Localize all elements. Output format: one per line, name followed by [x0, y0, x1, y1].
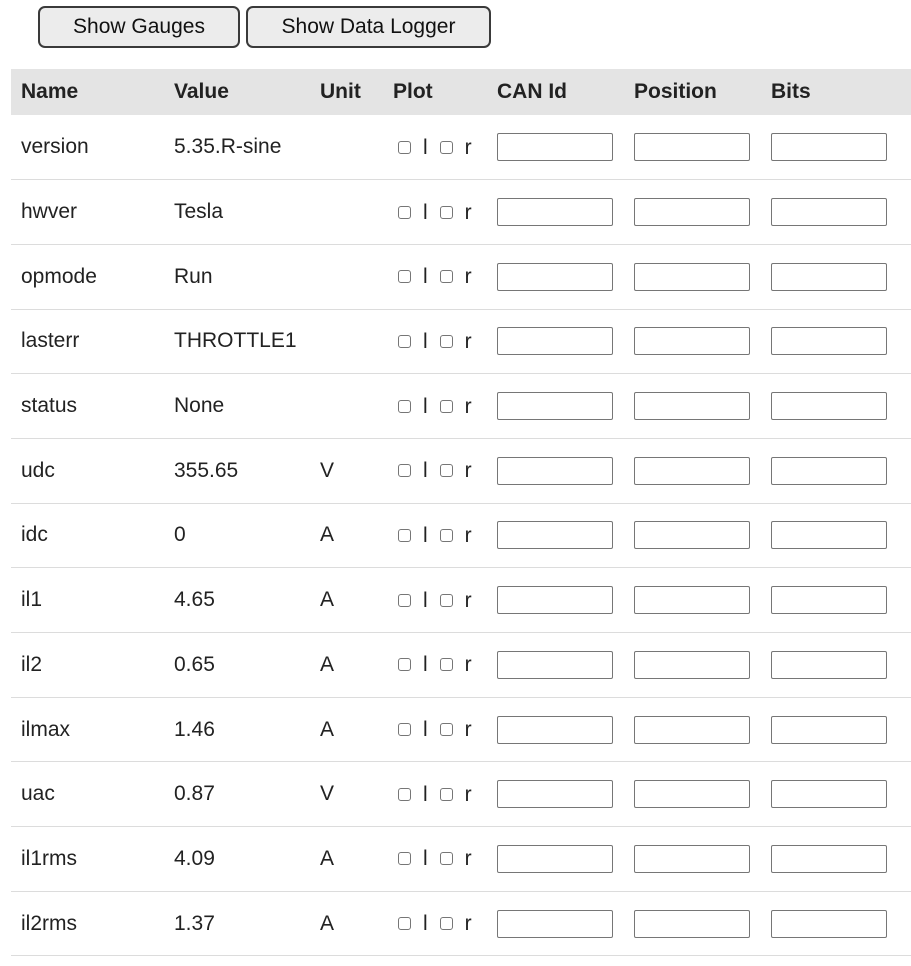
- plot-right-checkbox[interactable]: [440, 141, 453, 154]
- plot-left-label: l: [423, 135, 428, 159]
- param-unit-cell: A: [320, 652, 335, 676]
- plot-right-label: r: [464, 653, 472, 677]
- param-name-cell: udc: [21, 458, 55, 482]
- table-header-row: [11, 69, 911, 115]
- can-id-input[interactable]: [497, 845, 613, 873]
- plot-cell: [383, 244, 487, 309]
- param-unit-cell: [310, 180, 383, 245]
- param-value-cell: Run: [174, 264, 213, 288]
- position-input[interactable]: [634, 716, 750, 744]
- position-input[interactable]: [634, 586, 750, 614]
- plot-left-label: l: [423, 912, 428, 936]
- bits-cell: [761, 827, 911, 892]
- plot-left-label: l: [423, 718, 428, 742]
- bits-input[interactable]: [771, 845, 887, 873]
- can-id-cell: [487, 697, 624, 762]
- position-input[interactable]: [634, 845, 750, 873]
- show-gauges-button[interactable]: Show Gauges: [38, 6, 240, 48]
- plot-right-checkbox[interactable]: [440, 335, 453, 348]
- table-row: [11, 891, 911, 956]
- can-id-input[interactable]: [497, 198, 613, 226]
- position-input[interactable]: [634, 327, 750, 355]
- plot-cell: [383, 633, 487, 698]
- plot-right-label: r: [464, 718, 472, 742]
- param-unit-cell: A: [320, 717, 335, 741]
- plot-left-checkbox[interactable]: [398, 206, 411, 219]
- param-name-cell: opmode: [21, 264, 97, 288]
- param-name-cell: ilmax: [21, 717, 71, 741]
- plot-left-label: l: [423, 329, 428, 353]
- header-bits[interactable]: Bits: [771, 80, 811, 103]
- can-id-input[interactable]: [497, 263, 613, 291]
- param-name-cell: lasterr: [21, 329, 80, 353]
- param-value-cell: 4.65: [174, 588, 215, 612]
- param-unit-cell: [310, 115, 383, 180]
- param-name-cell: idc: [21, 523, 48, 547]
- bits-cell: [761, 891, 911, 956]
- bits-input[interactable]: [771, 392, 887, 420]
- param-name-cell: il2rms: [21, 911, 77, 935]
- plot-controls: [393, 137, 487, 158]
- table-row: [11, 568, 911, 633]
- plot-right-checkbox[interactable]: [440, 464, 453, 477]
- position-cell: [624, 697, 761, 762]
- plot-cell: [383, 891, 487, 956]
- table-row: [11, 244, 911, 309]
- can-id-input[interactable]: [497, 327, 613, 355]
- bits-cell: [761, 762, 911, 827]
- can-id-cell: [487, 244, 624, 309]
- plot-controls: [393, 913, 487, 934]
- plot-left-checkbox[interactable]: [398, 400, 411, 413]
- position-input[interactable]: [634, 780, 750, 808]
- plot-left-label: l: [423, 653, 428, 677]
- plot-controls: [393, 460, 487, 481]
- plot-controls: [393, 266, 487, 287]
- can-id-cell: [487, 568, 624, 633]
- param-name-cell: status: [21, 394, 78, 418]
- header-can-id[interactable]: CAN Id: [497, 80, 567, 103]
- plot-left-checkbox[interactable]: [398, 529, 411, 542]
- bits-cell: [761, 568, 911, 633]
- plot-controls: [393, 654, 487, 675]
- table-row: [11, 697, 911, 762]
- plot-left-checkbox[interactable]: [398, 594, 411, 607]
- plot-right-checkbox[interactable]: [440, 917, 453, 930]
- header-value[interactable]: Value: [174, 80, 229, 103]
- plot-cell: [383, 827, 487, 892]
- plot-left-checkbox[interactable]: [398, 270, 411, 283]
- param-unit-cell: A: [320, 588, 335, 612]
- table-body: [11, 115, 911, 956]
- plot-right-label: r: [464, 265, 472, 289]
- can-id-cell: [487, 827, 624, 892]
- plot-left-label: l: [423, 200, 428, 224]
- param-value-cell: 1.46: [174, 717, 215, 741]
- plot-left-checkbox[interactable]: [398, 464, 411, 477]
- parameter-table-container: [11, 69, 811, 956]
- table-row: [11, 827, 911, 892]
- plot-cell: [383, 309, 487, 374]
- header-position[interactable]: Position: [634, 80, 717, 103]
- can-id-input[interactable]: [497, 910, 613, 938]
- can-id-input[interactable]: [497, 521, 613, 549]
- param-value-cell: THROTTLE1: [174, 329, 297, 353]
- param-value-cell: 4.09: [174, 846, 215, 870]
- plot-right-label: r: [464, 459, 472, 483]
- plot-left-label: l: [423, 265, 428, 289]
- plot-right-checkbox[interactable]: [440, 270, 453, 283]
- plot-right-checkbox[interactable]: [440, 723, 453, 736]
- param-value-cell: 5.35.R-sine: [174, 135, 282, 159]
- plot-controls: [393, 331, 487, 352]
- table-row: [11, 374, 911, 439]
- bits-input[interactable]: [771, 263, 887, 291]
- plot-controls: [393, 848, 487, 869]
- plot-cell: [383, 697, 487, 762]
- table-row: [11, 309, 911, 374]
- bits-input[interactable]: [771, 716, 887, 744]
- table-row: [11, 633, 911, 698]
- plot-left-label: l: [423, 782, 428, 806]
- plot-right-checkbox[interactable]: [440, 788, 453, 801]
- plot-left-checkbox[interactable]: [398, 658, 411, 671]
- plot-right-label: r: [464, 200, 472, 224]
- bits-cell: [761, 309, 911, 374]
- bits-input[interactable]: [771, 521, 887, 549]
- can-id-cell: [487, 374, 624, 439]
- plot-controls: [393, 396, 487, 417]
- table-row: [11, 503, 911, 568]
- can-id-input[interactable]: [497, 780, 613, 808]
- plot-right-checkbox[interactable]: [440, 852, 453, 865]
- plot-right-checkbox[interactable]: [440, 400, 453, 413]
- param-name-cell: hwver: [21, 200, 78, 224]
- plot-cell: [383, 503, 487, 568]
- position-cell: [624, 438, 761, 503]
- header-plot[interactable]: Plot: [393, 80, 433, 103]
- plot-right-label: r: [464, 588, 472, 612]
- plot-right-label: r: [464, 135, 472, 159]
- can-id-cell: [487, 891, 624, 956]
- position-input[interactable]: [634, 133, 750, 161]
- plot-left-checkbox[interactable]: [398, 335, 411, 348]
- table-row: [11, 438, 911, 503]
- bits-input[interactable]: [771, 198, 887, 226]
- header-unit[interactable]: Unit: [320, 80, 361, 103]
- can-id-input[interactable]: [497, 457, 613, 485]
- position-cell: [624, 891, 761, 956]
- position-cell: [624, 244, 761, 309]
- param-unit-cell: V: [320, 782, 335, 806]
- plot-left-label: l: [423, 394, 428, 418]
- plot-left-label: l: [423, 523, 428, 547]
- plot-controls: [393, 590, 487, 611]
- toolbar: [38, 6, 491, 48]
- param-name-cell: version: [21, 135, 89, 159]
- plot-right-checkbox[interactable]: [440, 206, 453, 219]
- param-unit-cell: A: [320, 846, 335, 870]
- plot-left-checkbox[interactable]: [398, 788, 411, 801]
- param-name-cell: il1: [21, 588, 43, 612]
- can-id-cell: [487, 180, 624, 245]
- bits-cell: [761, 438, 911, 503]
- show-data-logger-button[interactable]: Show Data Logger: [246, 6, 491, 48]
- position-cell: [624, 309, 761, 374]
- position-input[interactable]: [634, 521, 750, 549]
- can-id-input[interactable]: [497, 651, 613, 679]
- bits-cell: [761, 180, 911, 245]
- plot-cell: [383, 180, 487, 245]
- plot-cell: [383, 374, 487, 439]
- header-name[interactable]: Name: [21, 80, 79, 103]
- plot-right-label: r: [464, 394, 472, 418]
- table-row: [11, 180, 911, 245]
- position-cell: [624, 374, 761, 439]
- plot-right-label: r: [464, 912, 472, 936]
- bits-cell: [761, 115, 911, 180]
- plot-controls: [393, 202, 487, 223]
- param-value-cell: Tesla: [174, 200, 224, 224]
- position-input[interactable]: [634, 651, 750, 679]
- can-id-input[interactable]: [497, 716, 613, 744]
- position-cell: [624, 503, 761, 568]
- position-cell: [624, 827, 761, 892]
- plot-right-label: r: [464, 523, 472, 547]
- plot-controls: [393, 719, 487, 740]
- param-value-cell: 0: [174, 523, 186, 547]
- bits-input[interactable]: [771, 457, 887, 485]
- position-input[interactable]: [634, 392, 750, 420]
- plot-right-label: r: [464, 329, 472, 353]
- param-unit-cell: [310, 309, 383, 374]
- plot-left-checkbox[interactable]: [398, 723, 411, 736]
- plot-left-checkbox[interactable]: [398, 141, 411, 154]
- plot-cell: [383, 568, 487, 633]
- param-unit-cell: A: [320, 523, 335, 547]
- bits-cell: [761, 244, 911, 309]
- param-unit-cell: A: [320, 911, 335, 935]
- param-value-cell: 0.87: [174, 782, 215, 806]
- plot-cell: [383, 438, 487, 503]
- plot-left-label: l: [423, 459, 428, 483]
- can-id-cell: [487, 309, 624, 374]
- plot-right-checkbox[interactable]: [440, 658, 453, 671]
- bits-input[interactable]: [771, 910, 887, 938]
- can-id-input[interactable]: [497, 392, 613, 420]
- table-row: [11, 115, 911, 180]
- can-id-cell: [487, 115, 624, 180]
- plot-left-checkbox[interactable]: [398, 852, 411, 865]
- plot-left-label: l: [423, 588, 428, 612]
- param-name-cell: uac: [21, 782, 55, 806]
- param-name-cell: il1rms: [21, 846, 77, 870]
- param-value-cell: 355.65: [174, 458, 239, 482]
- param-unit-cell: V: [320, 458, 335, 482]
- param-unit-cell: [310, 374, 383, 439]
- position-cell: [624, 115, 761, 180]
- can-id-cell: [487, 633, 624, 698]
- bits-input[interactable]: [771, 780, 887, 808]
- bits-input[interactable]: [771, 133, 887, 161]
- can-id-cell: [487, 503, 624, 568]
- position-cell: [624, 633, 761, 698]
- position-input[interactable]: [634, 910, 750, 938]
- param-value-cell: None: [174, 394, 225, 418]
- plot-right-checkbox[interactable]: [440, 529, 453, 542]
- position-input[interactable]: [634, 457, 750, 485]
- position-cell: [624, 762, 761, 827]
- position-cell: [624, 180, 761, 245]
- bits-cell: [761, 697, 911, 762]
- parameter-table: [11, 69, 911, 956]
- position-input[interactable]: [634, 198, 750, 226]
- bits-input[interactable]: [771, 586, 887, 614]
- can-id-cell: [487, 438, 624, 503]
- plot-right-label: r: [464, 782, 472, 806]
- param-value-cell: 1.37: [174, 911, 215, 935]
- can-id-input[interactable]: [497, 133, 613, 161]
- bits-cell: [761, 633, 911, 698]
- param-value-cell: 0.65: [174, 652, 215, 676]
- can-id-input[interactable]: [497, 586, 613, 614]
- table-row: [11, 762, 911, 827]
- position-cell: [624, 568, 761, 633]
- param-unit-cell: [310, 244, 383, 309]
- plot-controls: [393, 525, 487, 546]
- can-id-cell: [487, 762, 624, 827]
- plot-left-label: l: [423, 847, 428, 871]
- param-name-cell: il2: [21, 652, 43, 676]
- position-input[interactable]: [634, 263, 750, 291]
- plot-right-checkbox[interactable]: [440, 594, 453, 607]
- bits-cell: [761, 503, 911, 568]
- bits-input[interactable]: [771, 327, 887, 355]
- plot-left-checkbox[interactable]: [398, 917, 411, 930]
- plot-cell: [383, 115, 487, 180]
- bits-cell: [761, 374, 911, 439]
- plot-controls: [393, 784, 487, 805]
- bits-input[interactable]: [771, 651, 887, 679]
- plot-right-label: r: [464, 847, 472, 871]
- plot-cell: [383, 762, 487, 827]
